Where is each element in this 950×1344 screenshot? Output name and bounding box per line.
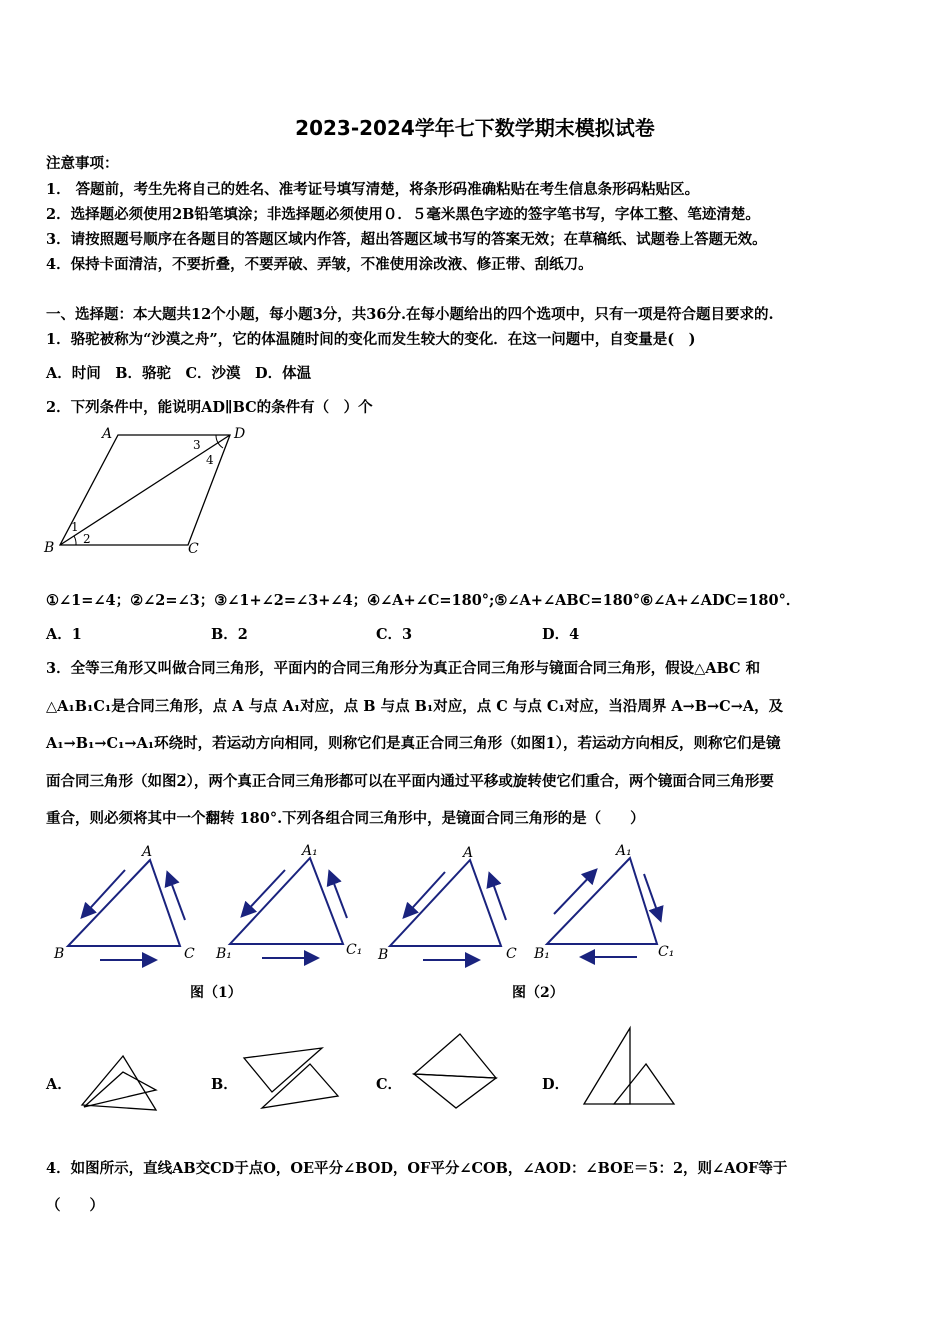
svg-text:C: C: [184, 946, 195, 962]
caption-figure-1: 图（1）: [190, 985, 242, 1001]
q2-option-a: A．1: [46, 626, 82, 643]
label-a: A: [102, 426, 113, 442]
label-3: 3: [193, 438, 201, 452]
q2-stem: 2．下列条件中，能说明AD∥BC的条件有（ ）个: [46, 399, 373, 416]
q2-option-d: D．4: [542, 626, 580, 643]
label-2: 2: [83, 532, 91, 546]
svg-text:B: B: [54, 946, 65, 962]
q3-line-2: △A₁B₁C₁是合同三角形，点 A 与点 A₁对应，点 B 与点 B₁对应，点 C 与点 C₁对应，当沿周界 A→B→C→A，及: [46, 698, 784, 715]
triangle-abc-fig1: [53, 844, 195, 962]
triangle-a1b1c1-fig2: [533, 843, 674, 962]
label-c: C: [188, 541, 199, 557]
triangle-abc-fig2: [377, 845, 517, 963]
q2-option-c: C．3: [376, 626, 413, 643]
q3-triangles-figure: [40, 840, 700, 970]
label-4: 4: [206, 453, 214, 467]
q1-stem: 1．骆驼被称为“沙漠之舟”，它的体温随时间的变化而发生较大的变化．在这一问题中，自变量是( ): [46, 331, 696, 348]
q3-line-1: 3．全等三角形又叫做合同三角形，平面内的合同三角形分为真正合同三角形与镜面合同三角形，假设△ABC 和: [46, 660, 761, 677]
caption-figure-2: 图（2）: [512, 985, 564, 1001]
q3-option-a-figure: [78, 1050, 163, 1115]
q3-line-5: 重合，则必须将其中一个翻转 180°.下列各组合同三角形中，是镜面合同三角形的是（ ）: [46, 810, 645, 827]
label-b: B: [44, 540, 55, 556]
svg-text:A: A: [142, 844, 153, 860]
notice-item-4: 4．保持卡面清洁，不要折叠，不要弄破、弄皱，不准使用涂改液、修正带、刮纸刀。: [46, 256, 593, 273]
q3-option-b-figure: [240, 1044, 350, 1114]
page-title: 2023-2024学年七下数学期末模拟试卷: [295, 116, 655, 140]
q2-parallelogram-figure: [40, 422, 260, 562]
label-d: D: [234, 426, 246, 442]
diagonal-bd: [60, 435, 230, 545]
label-1: 1: [71, 520, 79, 534]
q3-line-4: 面合同三角形（如图2），两个真正合同三角形都可以在平面内通过平移或旋转使它们重合，两个镜面合同三角形要: [46, 773, 774, 790]
svg-text:C: C: [506, 946, 517, 962]
q4-answer-paren: （ ）: [46, 1197, 104, 1214]
q3-option-c: C．: [376, 1076, 403, 1093]
notice-heading: 注意事项：: [46, 155, 119, 172]
notice-item-1: 1． 答题前，考生先将自己的姓名、准考证号填写清楚，将条形码准确粘贴在考生信息条形码粘贴区。: [46, 181, 700, 198]
q3-line-3: A₁→B₁→C₁→A₁环绕时，若运动方向相同，则称它们是真正合同三角形（如图1），若运动方向相反，则称它们是镜: [46, 735, 781, 752]
q2-conditions: ①∠1=∠4；②∠2=∠3；③∠1+∠2=∠3+∠4；④∠A+∠C=180°;⑤∠A+∠ABC=180°⑥∠A+∠ADC=180°．: [46, 592, 801, 609]
q4-stem: 4．如图所示，直线AB交CD于点O，OE平分∠BOD，OF平分∠COB，∠AOD：∠BOE＝5：2，则∠AOF等于: [46, 1160, 788, 1177]
q1-options: A．时间 B．骆驼 C．沙漠 D．体温: [46, 365, 312, 382]
triangle-a1b1c1-fig1: [215, 843, 362, 962]
q3-option-a: A．: [46, 1076, 72, 1093]
svg-text:B: B: [378, 947, 389, 963]
q2-option-b: B．2: [211, 626, 248, 643]
angle-arc-1-2: [74, 536, 76, 545]
svg-text:C₁: C₁: [658, 944, 675, 960]
q3-option-d-figure: [580, 1024, 680, 1110]
svg-text:A₁: A₁: [302, 843, 318, 859]
notice-item-2: 2．选择题必须使用2B铅笔填涂；非选择题必须使用０．５毫米黑色字迹的签字笔书写，字体工整、笔迹清楚。: [46, 206, 760, 223]
svg-text:C₁: C₁: [346, 942, 363, 958]
svg-text:B₁: B₁: [534, 946, 550, 962]
q3-option-c-figure: [408, 1030, 503, 1112]
q3-option-b: B．: [211, 1076, 238, 1093]
svg-text:B₁: B₁: [216, 946, 232, 962]
q3-option-d: D．: [542, 1076, 570, 1093]
section-heading: 一、选择题：本大题共12个小题，每小题3分，共36分.在每小题给出的四个选项中，只有一项是符合题目要求的.: [46, 306, 774, 323]
notice-item-3: 3．请按照题号顺序在各题目的答题区域内作答，超出答题区域书写的答案无效；在草稿纸、试题卷上答题无效。: [46, 231, 767, 248]
svg-text:A: A: [463, 845, 474, 861]
svg-text:A₁: A₁: [616, 843, 632, 859]
